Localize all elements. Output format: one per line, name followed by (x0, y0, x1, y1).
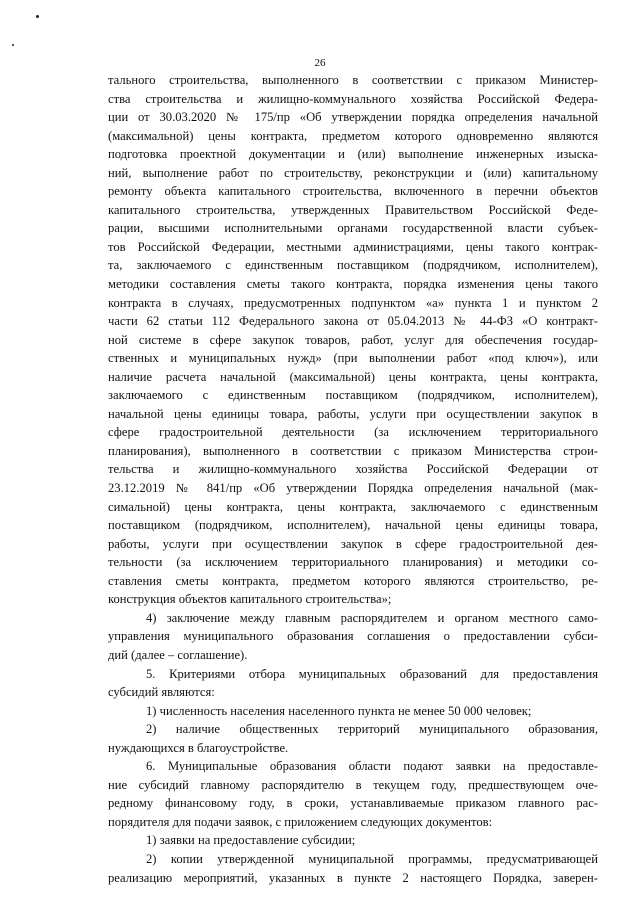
text-line: 2) наличие общественных территорий муниципального образования, (146, 722, 598, 737)
document-body (108, 71, 598, 887)
text-line: субсидий являются: (108, 685, 215, 700)
text-line: наличие расчета начальной (максимальной) цены контракта, цены контракта, (108, 369, 598, 384)
text-line: ственных и муниципальных нужд» (при выполнении работ «под ключ»), или (108, 351, 598, 366)
text-line: ставления сметы контракта, предметом которого являются строительство, ре- (108, 573, 598, 588)
text-line: тельности (за исключением территориального планирования) и методики со- (108, 555, 598, 570)
text-line: сфере градостроительной деятельности (за исключением территориального (108, 425, 598, 440)
text-line: 4) заключение между главным распорядителем и органом местного само- (146, 610, 598, 625)
text-line: управления муниципального образования соглашения о предоставлении субси- (108, 629, 598, 644)
text-line: ции от 30.03.2020 № 175/пр «Об утверждении порядка определения начальной (108, 110, 598, 125)
text-line: ний, выполнение работ по строительству, реконструкции и (или) капитальному (108, 165, 598, 180)
text-line: ной системе в сфере закупок товаров, работ, услуг для обеспечения государ- (108, 332, 598, 347)
text-line: работы, услуги при осуществлении закупок в сфере градостроительной дея- (108, 536, 598, 551)
text-line: конструкция объектов капитального строительства»; (108, 592, 392, 607)
text-line: редному финансовому году, в сроки, устанавливаемые приказом главного рас- (108, 796, 598, 811)
text-line: рации, высшими исполнительными органами государственной власти субъек- (108, 221, 598, 236)
text-line: реализацию мероприятий, указанных в пункте 2 настоящего Порядка, заверен- (108, 870, 598, 885)
text-line: начальной цены единицы товара, работы, услуги при осуществлении закупок в (108, 406, 598, 421)
text-line: 5. Критериями отбора муниципальных образований для предоставления (146, 666, 598, 681)
text-line: подготовка проектной документации и (или) выполнение инженерных изыска- (108, 147, 598, 162)
text-line: контракта в случаях, предусмотренных подпунктом «а» пункта 1 и пунктом 2 (108, 295, 598, 310)
text-line: тов Российской Федерации, местными администрациями, цены такого контрак- (108, 239, 598, 254)
text-line: капитального строительства, утвержденных Правительством Российской Феде- (108, 202, 598, 217)
text-line: 23.12.2019 № 841/пр «Об утверждении Порядка определения начальной (мак- (108, 481, 598, 496)
scan-speck (36, 15, 39, 18)
text-line: дий (далее – соглашение). (108, 647, 248, 662)
text-line: ства строительства и жилищно-коммунального хозяйства Российской Федера- (108, 91, 598, 106)
text-line: поставщиком (подрядчиком, исполнителем), начальной цены единицы товара, (108, 518, 598, 533)
page-number: 26 (314, 57, 326, 69)
text-line: та, заключаемого с единственным поставщиком (подрядчиком, исполнителем), (108, 258, 598, 273)
text-line: нуждающихся в благоустройстве. (108, 740, 289, 755)
text-line: планирования), выполненного в соответствии с приказом Министерства строи- (108, 443, 598, 458)
text-line: тельства и жилищно-коммунального хозяйства Российской Федерации от (108, 462, 598, 477)
text-line: ние субсидий главному распорядителю в текущем году, предшествующем оче- (108, 777, 598, 792)
scan-speck (12, 44, 14, 46)
text-line: 2) копии утвержденной муниципальной программы, предусматривающей (146, 851, 598, 866)
text-line: ремонту объекта капитального строительства, включенного в перечни объектов (108, 184, 598, 199)
text-line: 1) заявки на предоставление субсидии; (146, 833, 356, 848)
text-line: (максимальной) цены контракта, предметом которого одновременно являются (108, 128, 598, 143)
text-line: методики составления сметы такого контракта, порядка изменения цены такого (108, 277, 598, 292)
text-line: заключаемого с единственным поставщиком (подрядчиком, исполнителем), (108, 388, 598, 403)
text-line: порядителя для подачи заявок, с приложением следующих документов: (108, 814, 493, 829)
text-line: 6. Муниципальные образования области подают заявки на предоставле- (146, 759, 598, 774)
text-line: 1) численность населения населенного пункта не менее 50 000 человек; (146, 703, 532, 718)
text-line: тального строительства, выполненного в соответствии с приказом Министер- (108, 73, 598, 87)
text-line: части 62 статьи 112 Федерального закона от 05.04.2013 № 44-ФЗ «О контракт- (108, 314, 598, 329)
text-line: симальной) цены контракта, цены контракта, заключаемого с единственным (108, 499, 598, 514)
